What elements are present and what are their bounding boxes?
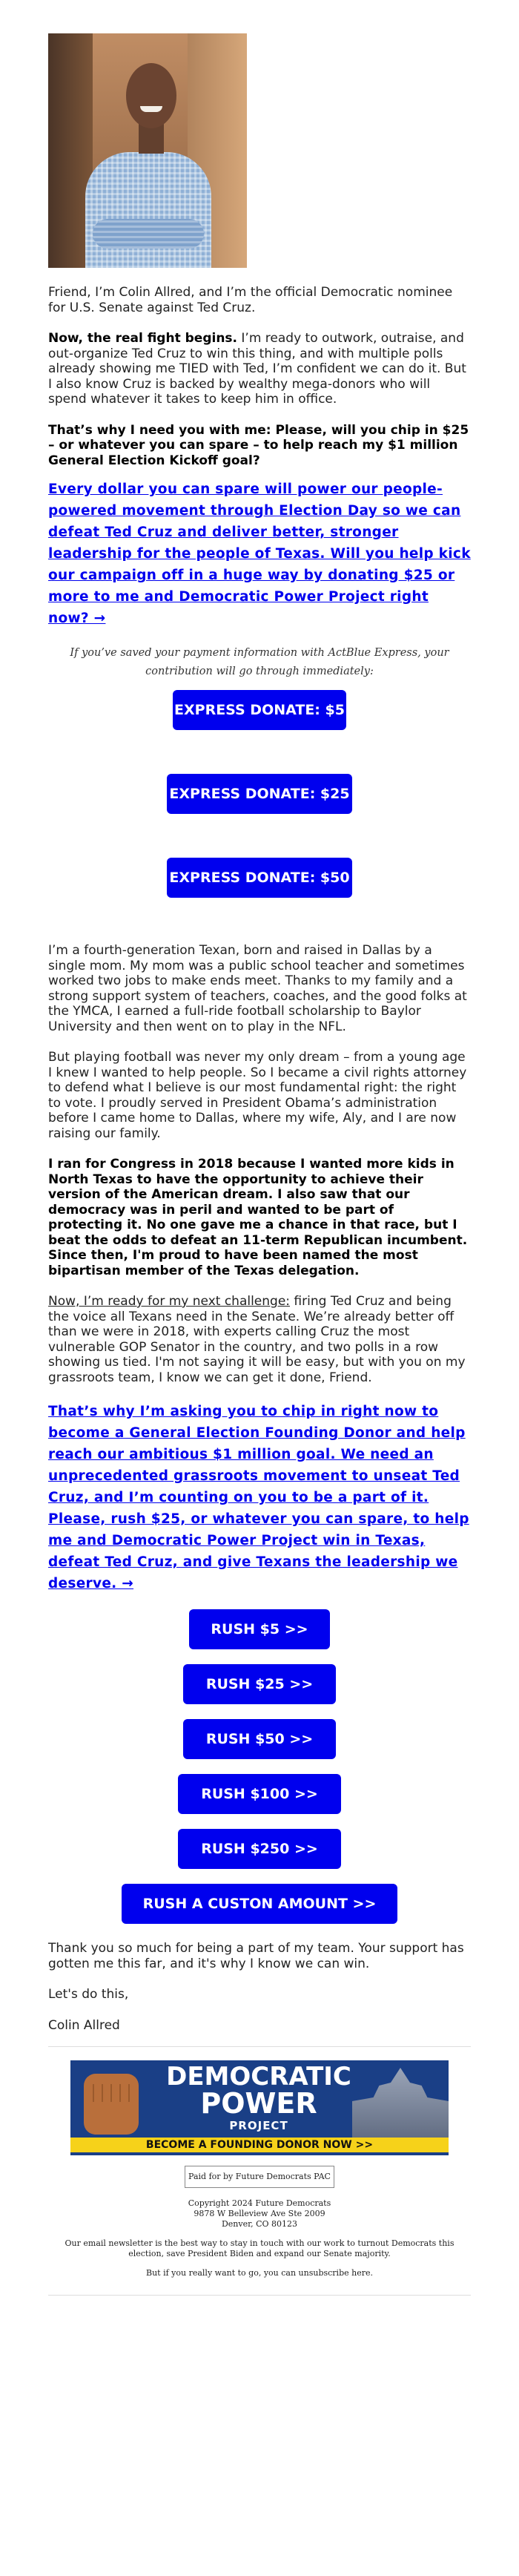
banner-cta[interactable]: BECOME A FOUNDING DONOR NOW >> (70, 2138, 449, 2152)
rush-50-button[interactable]: RUSH $50 >> (183, 1719, 336, 1759)
bio-paragraph-3: I ran for Congress in 2018 because I wanted more kids in North Texas to have the opportunity to achieve their version of the American dream. I also saw that our democracy was in peril and wanted to be part of protecting it. No one gave me a chance in that race, but I beat the odds to defeat an 11-term Republican incumbent. Since then, I'm proud to have been named the most bipartisan member of the Texas delegation. (48, 1157, 468, 1278)
footer-unsubscribe[interactable]: But if you really want to go, you can unsubscribe here. (146, 2268, 373, 2278)
next-challenge-text: firing Ted Cruz and being the voice all Texans need in the Senate. We’re already better off than we were in 2018, with experts calling Cruz the most vulnerable GOP Senator in the country, and two polls in a row showing us tied. I'm not saying it will be easy, but with you on my grassroots team, I know we can get it done, Friend. (48, 1294, 466, 1385)
rush-100-button[interactable]: RUSH $100 >> (178, 1774, 341, 1814)
donate-link-1[interactable]: Every dollar you can spare will power our people-powered movement through Election Day so we can defeat Ted Cruz and deliver better, stronger leadership for the people of Texas. Will you help kick our campaign off in a huge way by donating $25 or more to me and Democratic Power Project right now? → (48, 482, 471, 626)
banner-line-3: PROJECT (229, 2119, 288, 2132)
democratic-power-project-banner[interactable] (70, 2060, 449, 2155)
real-fight-text: I’m ready to outwork, outraise, and out-organize Ted Cruz to win this thing, and with multiple polls already showing me TIED with Ted, I’m confident we can do it. But I also know Cruz is backed by wealthy mega-donors who will spend whatever it takes to keep him in office. (48, 331, 466, 407)
donate-link-2[interactable]: That’s why I’m asking you to chip in right now to become a General Election Founding Donor and help reach our ambitious $1 million goal. We need an unprecedented grassroots movement to unseat Ted Cruz, and I’m counting on you to be a part of it. Please, rush $25, or whatever you can spare, to help me and Democratic Power Project win in Texas, defeat Ted Cruz, and give Texans the leadership we deserve. → (48, 1404, 469, 1591)
footer-address-1: 9878 W Belleview Ave Ste 2009 (194, 2209, 325, 2218)
next-challenge-paragraph (48, 1294, 471, 1385)
bio-paragraph-2: But playing football was never my only dream – from a young age I knew I wanted to help people. So I became a civil rights attorney to defend what I believe is our most fundamental right: the right to vote. I proudly served in President Obama’s administration before I came home to Dallas, where my wife, Aly, and I are now raising our family. (48, 1050, 467, 1141)
intro-paragraph: Friend, I’m Colin Allred, and I’m the official Democratic nominee for U.S. Senate against Ted Cruz. (48, 285, 453, 315)
ask-paragraph: That’s why I need you with me: Please, will you chip in $25 – or whatever you can spare – to help reach my $1 million General Election Kickoff goal? (48, 422, 469, 468)
rush-25-button[interactable]: RUSH $25 >> (183, 1664, 336, 1704)
express-donate-5-button[interactable]: EXPRESS DONATE: $5 >> (173, 690, 346, 730)
rush-5-button[interactable]: RUSH $5 >> (189, 1609, 330, 1649)
express-note: If you’ve saved your payment information with ActBlue Express, your contribution will go through immediately: (70, 647, 449, 677)
express-donate-50-button[interactable]: EXPRESS DONATE: $50 >> (167, 858, 352, 898)
bio-paragraph-1: I’m a fourth-generation Texan, born and raised in Dallas by a single mom. My mom was a public school teacher and sometimes worked two jobs to make ends meet. Thanks to my family and a strong support system of teachers, coaches, and the good folks at the YMCA, I earned a full-ride football scholarship to Baylor University and then went on to play in the NFL. (48, 943, 467, 1034)
divider (48, 2046, 471, 2047)
candidate-photo (48, 33, 247, 268)
footer-address-2: Denver, CO 80123 (221, 2219, 298, 2229)
rush-custom-amount-button[interactable]: RUSH A CUSTON AMOUNT >> (122, 1884, 397, 1924)
real-fight-paragraph (48, 331, 471, 407)
rush-250-button[interactable]: RUSH $250 >> (178, 1829, 341, 1869)
express-donate-25-button[interactable]: EXPRESS DONATE: $25 >> (167, 774, 352, 814)
signature: Colin Allred (48, 2017, 120, 2033)
banner-line-1: DEMOCRATIC (166, 2062, 351, 2092)
paid-for-disclaimer: Paid for by Future Democrats PAC (185, 2166, 334, 2188)
next-challenge-lead: Now, I’m ready for my next challenge: (48, 1294, 291, 1309)
footer-divider (48, 2295, 471, 2296)
real-fight-lead: Now, the real fight begins. (48, 331, 237, 346)
footer-copyright: Copyright 2024 Future Democrats (188, 2198, 331, 2208)
raised-fist-icon (84, 2074, 139, 2135)
signoff: Let's do this, (48, 1987, 129, 2002)
thanks-paragraph: Thank you so much for being a part of my team. Your support has gotten me this far, and it's why I know we can win. (48, 1941, 464, 1971)
email-body (48, 0, 471, 2296)
banner-line-2: POWER (200, 2087, 317, 2120)
footer-mission: Our email newsletter is the best way to stay in touch with our work to turnout Democrats this election, save President Biden and expand our Senate majority. (65, 2238, 454, 2258)
